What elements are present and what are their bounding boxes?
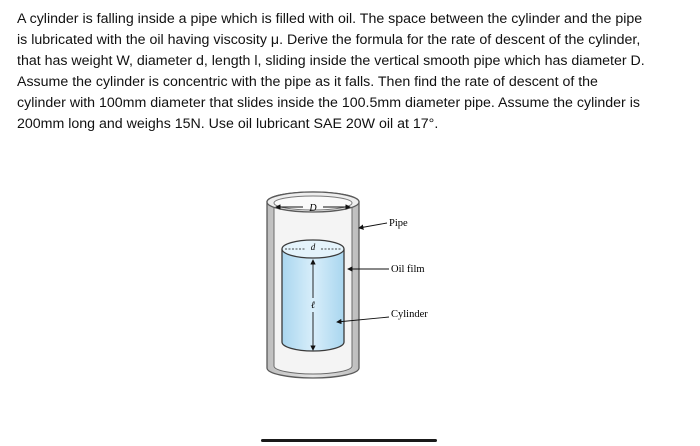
label-D: D — [309, 203, 317, 214]
cylinder-in-pipe-figure — [255, 180, 455, 380]
problem-line: that has weight W, diameter d, length l, sliding inside the vertical smooth pipe which has diameter D. — [17, 53, 645, 69]
home-indicator-bar — [261, 439, 437, 442]
callout-pipe — [359, 218, 408, 229]
callout-pipe-label: Pipe — [389, 218, 408, 229]
problem-line: A cylinder is falling inside a pipe which is filled with oil. The space between the cylinder and the pipe — [17, 11, 643, 27]
problem-line: cylinder with 100mm diameter that slides inside the 100.5mm diameter pipe. Assume the cylinder is — [17, 95, 640, 111]
problem-statement — [17, 9, 687, 135]
problem-line: 200mm long and weighs 15N. Use oil lubricant SAE 20W oil at 17°. — [17, 116, 439, 132]
problem-line: Assume the cylinder is concentric with the pipe as it falls. Then find the rate of descent of the — [17, 74, 598, 90]
problem-line: is lubricated with the oil having viscosity μ. Derive the formula for the rate of descent of the cylinder, — [17, 32, 641, 48]
label-l: ℓ — [310, 300, 316, 311]
label-d: d — [310, 242, 316, 252]
callout-oil-film-label: Oil film — [391, 264, 425, 275]
callout-cylinder-label: Cylinder — [391, 309, 428, 320]
